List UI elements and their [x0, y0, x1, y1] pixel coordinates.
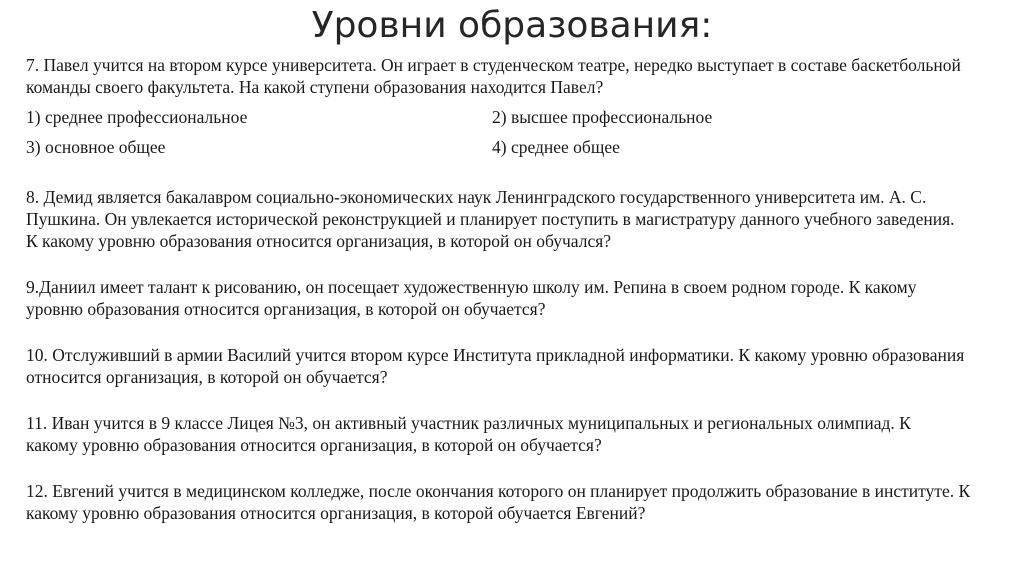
question-10 — [26, 344, 996, 388]
question-text: 8. Демид является бакалавром социально-экономических наук Ленинградского государственного университета им. А. С. Пушкина. Он увлекается исторической реконструкцией и планирует поступить в магистратуру данного учебного заведения. К какому уровню образования относится организация, в которой он обучался? — [26, 187, 955, 251]
question-11 — [26, 412, 996, 456]
answer-option-1: 1) среднее профессиональное — [26, 107, 248, 127]
slide-title: Уровни образования: — [311, 5, 713, 46]
question-text: 12. Евгений учится в медицинском колледже, после окончания которого он планирует продолжить образование в институте. К какому уровню образования относится организация, в которой обучается Евгений? — [26, 481, 971, 523]
question-text: 7. Павел учится на втором курсе университета. Он играет в студенческом театре, нередко выступает в составе баскетбольной команды своего факультета. На какой ступени образования находится Павел? — [26, 55, 961, 97]
answer-option-3: 3) основное общее — [26, 137, 166, 157]
question-text: 9.Даниил имеет талант к рисованию, он посещает художественную школу им. Репина в своем родном городе. К какому уровню образования относится организация, в которой он обучается? — [26, 277, 917, 319]
question-text: 11. Иван учится в 9 классе Лицея №3, он активный участник различных муниципальных и региональных олимпиад. К какому уровню образования относится организация, в которой он обучается? — [26, 413, 911, 455]
answer-option-4: 4) среднее общее — [492, 137, 620, 157]
question-8 — [26, 186, 996, 252]
question-9 — [26, 276, 996, 320]
question-12 — [26, 480, 996, 524]
answer-option-2: 2) высшее профессиональное — [492, 107, 713, 127]
question-text: 10. Отслуживший в армии Василий учится втором курсе Института прикладной информатики. К какому уровню образования относится организация, в которой он обучается? — [26, 345, 965, 387]
question-7 — [26, 54, 996, 158]
slide-content — [26, 54, 996, 524]
answer-options — [26, 106, 996, 158]
